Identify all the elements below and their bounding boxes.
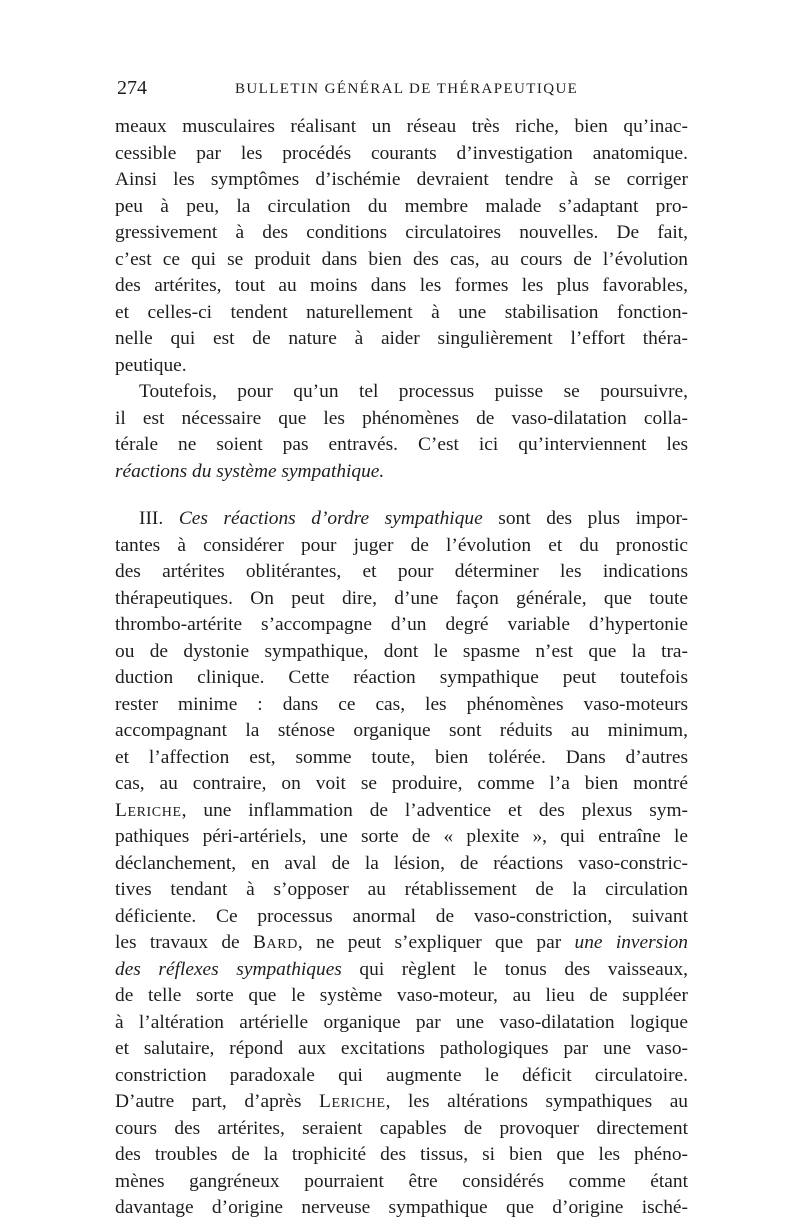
text-run: sont des plus impor- [482,508,688,529]
text-line: thérapeutiques. On peut dire, d’une façon générale, que toute [115,587,688,609]
text-line: tantes à considérer pour juger de l’évolution et du pronostic [115,534,688,556]
text-line: cas, au contraire, on voit se produire, comme l’a bien montré [115,773,688,794]
text-line: des troubles de la trophicité des tissus, si bien que les phéno- [115,1144,688,1165]
text-line [115,1089,688,1116]
page-header [117,76,689,100]
text-line: Toutefois, pour qu’un tel processus puisse se poursuivre, [139,381,688,402]
page-number: 274 [117,77,147,99]
text-run: , les altérations sympathiques au [385,1091,688,1112]
text-line: thrombo-artérite s’accompagne d’un degré variable d’hypertonie [115,614,688,635]
paragraph-2 [115,379,688,485]
text-line: tives tendant à s’opposer au rétablissement de la circulation [115,879,688,900]
text-line: gressivement à des conditions circulatoires nouvelles. De fait, [115,222,688,243]
text-line: à l’altération artérielle organique par une vaso-dilatation logique [115,1011,688,1033]
text-run: les travaux de [115,932,254,953]
text-line: pathiques péri-artériels, une sorte de « plexite », qui entraîne le [115,826,688,847]
italic-phrase: une inversion [574,932,689,953]
text-line: peu à peu, la circulation du membre malade s’adaptant pro- [115,195,688,217]
text-line: c’est ce qui se produit dans bien des cas, au cours de l’évolution [115,248,688,270]
text-run: qui règlent le tonus des vaisseaux, [341,958,689,980]
text-line: des artérites oblitérantes, et pour déterminer les indications [115,561,688,582]
text-line: cours des artérites, seraient capables de provoquer directement [115,1117,688,1139]
author-name: Bard [253,932,298,953]
text-line: Ainsi les symptômes d’ischémie devraient tendre à se corriger [115,169,688,190]
paragraph-3 [115,506,688,1222]
text-line: mènes gangréneux pourraient être considérés comme étant [115,1170,688,1192]
text-line: déficiente. Ce processus anormal de vaso-constriction, suivant [115,905,688,927]
text-line: accompagnant la sténose organique sont réduits au minimum, [115,720,688,741]
text-line: des artérites, tout au moins dans les formes les plus favorables, [115,275,688,296]
text-line: et salutaire, répond aux excitations pathologiques par une vaso- [115,1038,688,1059]
italic-phrase: Ces réactions d’ordre sympathique [178,508,483,529]
running-head: BULLETIN GÉNÉRAL DE THÉRAPEUTIQUE [235,81,579,97]
text-line: duction clinique. Cette réaction sympathique peut toutefois [115,667,688,688]
text-line: davantage d’origine nerveuse sympathique que d’origine isché- [115,1197,688,1218]
text-line: rester minime : dans ce cas, les phénomènes vaso-moteurs [115,693,688,715]
author-name: Leriche [115,799,182,821]
section-number: III. [139,508,179,529]
body-text [115,114,688,1222]
text-line: nelle qui est de nature à aider singulièrement l’effort théra- [115,328,688,349]
text-line: de telle sorte que le système vaso-moteur, au lieu de suppléer [115,985,688,1006]
text-line: réactions du système sympathique. [115,460,385,482]
text-line [115,957,688,984]
text-run: , ne peut s’expliquer que par [297,932,575,953]
text-line: il est nécessaire que les phénomènes de vaso-dilatation colla- [115,407,688,429]
text-line [115,798,688,825]
text-line: peutique. [115,354,187,376]
text-line: constriction paradoxale qui augmente le déficit circulatoire. [115,1064,688,1086]
text-run: , une inflammation de l’adventice et des plexus sym- [181,799,688,821]
text-line: meaux musculaires réalisant un réseau très riche, bien qu’inac- [115,116,688,137]
text-line: déclanchement, en aval de la lésion, de réactions vaso-constric- [115,852,688,874]
italic-phrase: des réflexes sympathiques [115,958,342,980]
text-line [115,506,688,533]
paragraph-1 [115,114,688,379]
author-name: Leriche [319,1091,386,1112]
text-line: térale ne soient pas entravés. C’est ici qu’interviennent les [115,434,688,455]
text-line: et l’affection est, somme toute, bien tolérée. Dans d’autres [115,746,688,768]
text-line: cessible par les procédés courants d’investigation anatomique. [115,142,688,164]
text-line: et celles-ci tendent naturellement à une stabilisation fonction- [115,301,688,323]
text-line [115,930,688,957]
text-run: D’autre part, d’après [115,1091,319,1112]
paragraph-gap [115,485,688,506]
text-line: ou de dystonie sympathique, dont le spasme n’est que la tra- [115,640,688,662]
